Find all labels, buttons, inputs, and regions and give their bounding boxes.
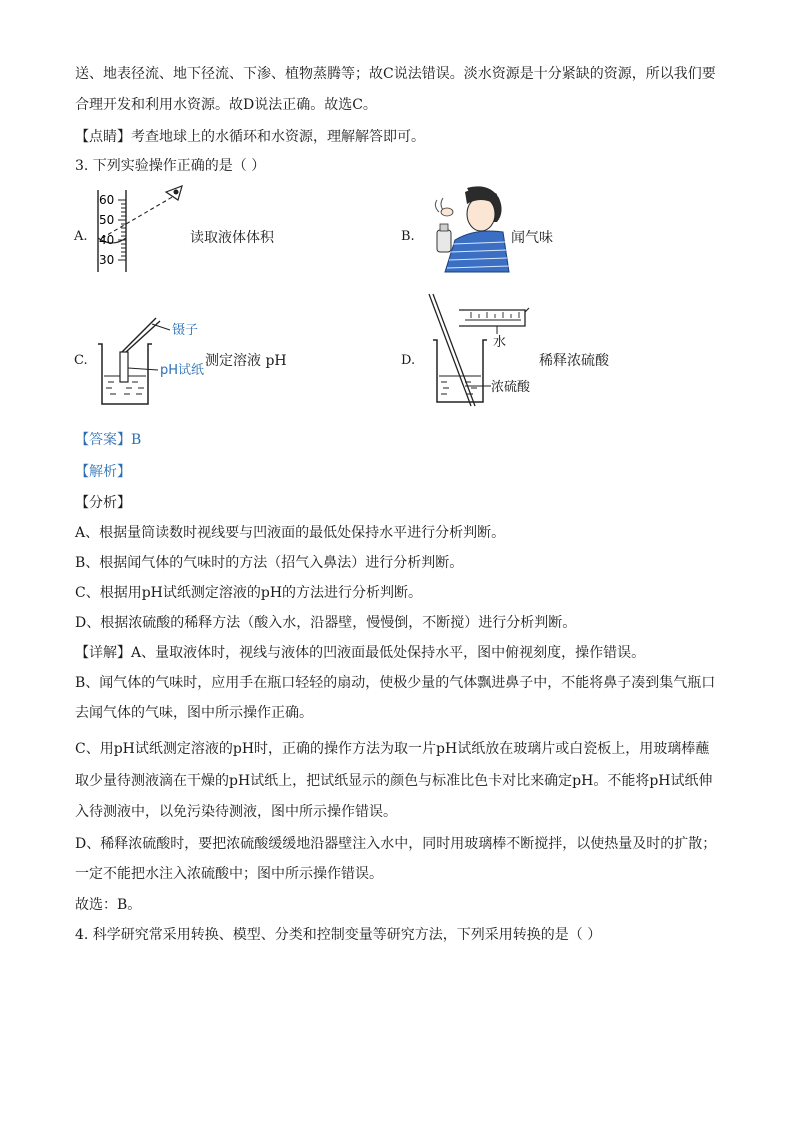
analysis-a: A、根据量筒读数时视线要与凹液面的最低处保持水平进行分析判断。	[75, 525, 506, 541]
analysis-d: D、根据浓硫酸的稀释方法（酸入水，沿器壁，慢慢倒，不断搅）进行分析判断。	[75, 615, 577, 631]
option-c-label: C.	[74, 353, 88, 368]
acid-tag: 浓硫酸	[491, 380, 531, 395]
question-4: 4. 科学研究常采用转换、模型、分类和控制变量等研究方法，下列采用转换的是（ ）	[75, 927, 602, 943]
detail-c2: 取少量待测液滴在干燥的pH试纸上，把试纸显示的颜色与标准比色卡对比来确定pH。不能将pH试纸伸	[75, 773, 713, 789]
option-d-label: D.	[401, 353, 416, 368]
option-a-caption: 读取液体体积	[190, 230, 274, 246]
smell-figure	[425, 182, 510, 274]
tick-label: 30	[99, 253, 115, 267]
dilution-figure	[425, 290, 545, 410]
tick-label: 40	[99, 233, 115, 247]
cylinder-figure	[88, 186, 198, 278]
tick-label: 50	[99, 213, 115, 227]
detail-c3: 入待测液中，以免污染待测液，图中所示操作错误。	[75, 804, 397, 820]
answer-line: 【答案】B	[75, 432, 142, 448]
option-d-caption: 稀释浓硫酸	[539, 353, 609, 369]
detail-c1: C、用pH试纸测定溶液的pH时，正确的操作方法为取一片pH试纸放在玻璃片或白瓷板上，用玻璃棒蘸	[75, 741, 710, 757]
tick-label: 60	[99, 193, 115, 207]
option-c-caption: 测定溶液 pH	[205, 353, 287, 369]
detail-d1: D、稀释浓硫酸时，要把浓硫酸缓缓地沿器壁注入水中，同时用玻璃棒不断搅拌，以使热量及时的扩散；	[75, 836, 717, 852]
fenxi-heading: 【分析】	[75, 495, 131, 511]
conclusion: 故选：B。	[75, 897, 142, 913]
detail-b2: 去闻气体的气味，图中所示操作正确。	[75, 705, 313, 721]
analysis-c: C、根据用pH试纸测定溶液的pH的方法进行分析判断。	[75, 585, 423, 601]
water-tag: 水	[493, 335, 507, 350]
text-line: 合理开发和利用水资源。故D说法正确。故选C。	[75, 97, 377, 113]
text-line: 送、地表径流、地下径流、下渗、植物蒸腾等；故C说法错误。淡水资源是十分紧缺的资源，所以我们要	[75, 66, 716, 82]
tweezers-tag: 镊子	[172, 323, 199, 338]
question-3: 3. 下列实验操作正确的是（ ）	[75, 158, 266, 174]
option-a-label: A.	[74, 229, 88, 244]
analysis-b: B、根据闻气体的气味时的方法（招气入鼻法）进行分析判断。	[75, 555, 464, 571]
option-b-caption: 闻气味	[511, 230, 553, 246]
detail-b1: B、闻气体的气味时，应用手在瓶口轻轻的扇动，使极少量的气体飘进鼻子中，不能将鼻子凑到集气瓶口	[75, 675, 716, 691]
detail-a: 【详解】A、量取液体时，视线与液体的凹液面最低处保持水平，图中俯视刻度，操作错误。	[75, 645, 646, 661]
detail-d2: 一定不能把水注入浓硫酸中；图中所示操作错误。	[75, 866, 383, 882]
ph-beaker-figure	[96, 314, 221, 410]
ph-paper-tag: pH试纸	[160, 363, 205, 378]
dianjing-line: 【点睛】考查地球上的水循环和水资源，理解解答即可。	[75, 129, 425, 145]
jiexi-heading: 【解析】	[75, 464, 131, 480]
option-b-label: B.	[401, 229, 415, 244]
